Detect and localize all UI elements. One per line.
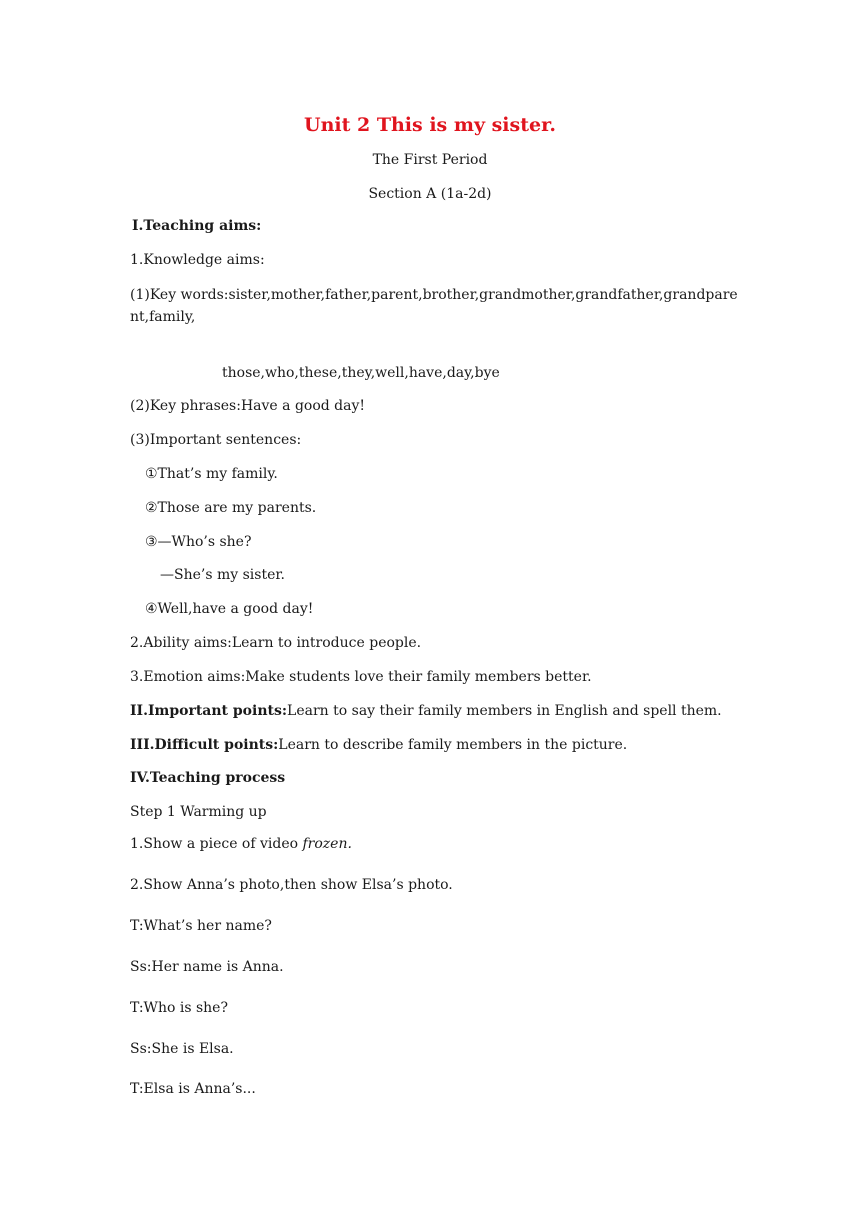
difficult-points <box>130 736 627 754</box>
show-video-item <box>130 835 352 853</box>
dialogue-line-3: T:Who is she? <box>130 1000 228 1016</box>
important-points-text: Learn to say their family members in English and spell them. <box>287 703 722 719</box>
teaching-process-heading: IV.Teaching process <box>130 770 286 786</box>
period-subtitle: The First Period <box>372 152 488 168</box>
difficult-points-text: Learn to describe family members in the picture. <box>278 737 628 753</box>
key-phrases: (2)Key phrases:Have a good day! <box>130 398 366 414</box>
step-1-heading: Step 1 Warming up <box>130 804 267 820</box>
dialogue-line-1: T:What’s her name? <box>130 918 272 934</box>
dialogue-line-5: T:Elsa is Anna’s... <box>130 1081 256 1097</box>
teaching-aims-heading: Ⅰ.Teaching aims: <box>132 218 262 234</box>
sentence-3: ③—Who’s she? <box>145 534 252 550</box>
document-title: Unit 2 This is my sister. <box>304 114 556 136</box>
sentence-2: ②Those are my parents. <box>145 500 317 516</box>
key-words-continued: those,who,these,they,well,have,day,bye <box>222 365 500 381</box>
show-video-prefix: 1.Show a piece of video <box>130 836 303 852</box>
show-photo-item: 2.Show Anna’s photo,then show Elsa’s photo. <box>130 877 453 893</box>
difficult-points-label: III.Difficult points: <box>130 737 279 753</box>
sentence-4: ④Well,have a good day! <box>145 601 314 617</box>
section-subtitle: Section A (1a-2d) <box>368 186 492 202</box>
important-sentences-heading: (3)Important sentences: <box>130 432 302 448</box>
emotion-aims: 3.Emotion aims:Make students love their family members better. <box>130 669 592 685</box>
ability-aims: 2.Ability aims:Learn to introduce people. <box>130 635 422 651</box>
dialogue-line-2: Ss:Her name is Anna. <box>130 959 284 975</box>
sentence-1: ①That’s my family. <box>145 466 278 482</box>
video-title: frozen. <box>302 836 352 852</box>
important-points <box>130 702 722 720</box>
key-words: (1)Key words:sister,mother,father,parent,brother,grandmother,grandfather,grandparent,family, <box>130 287 738 325</box>
dialogue-line-4: Ss:She is Elsa. <box>130 1041 234 1057</box>
important-points-label: II.Important points: <box>130 703 288 719</box>
sentence-3-answer: —She’s my sister. <box>160 567 285 583</box>
knowledge-aims-heading: 1.Knowledge aims: <box>130 252 265 268</box>
